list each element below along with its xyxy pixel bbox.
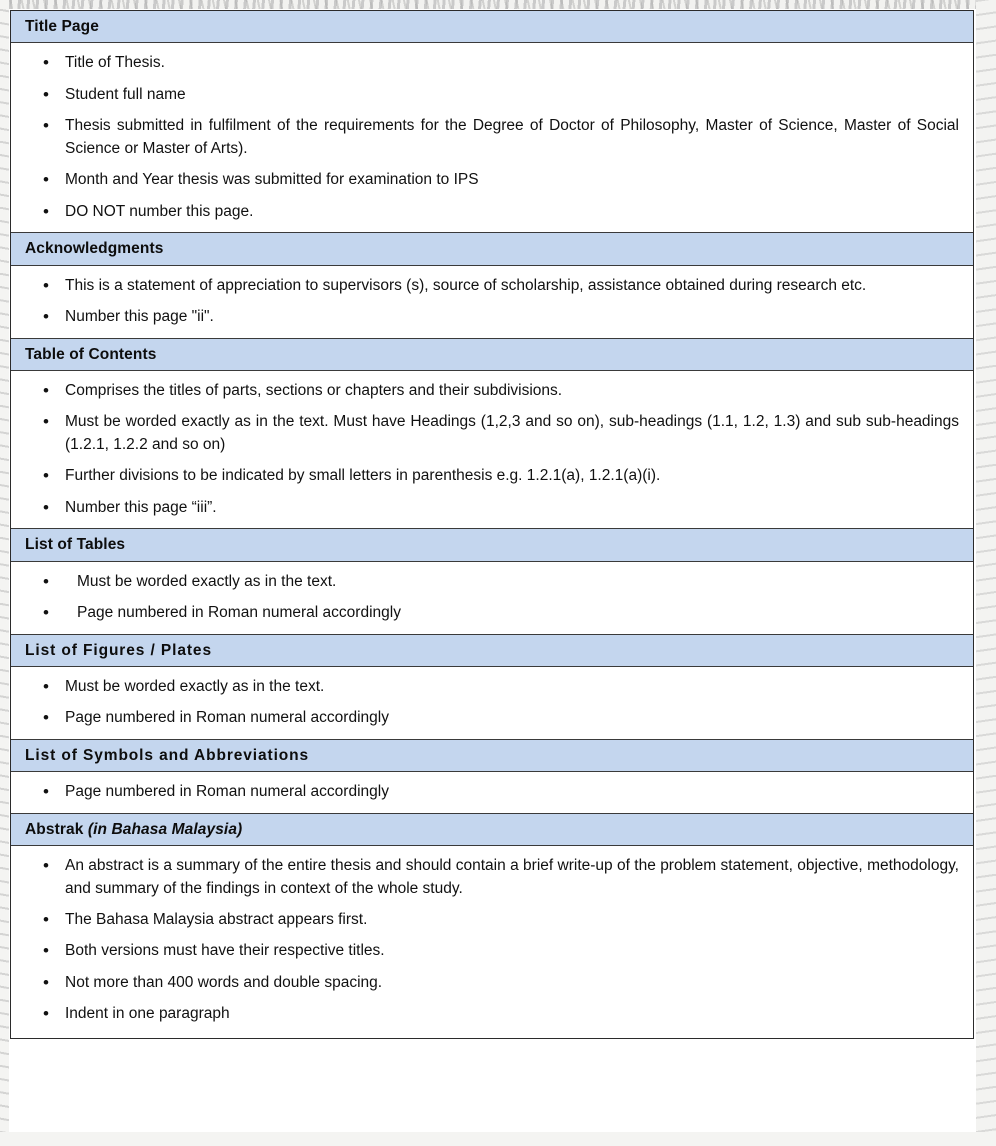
guidelines-table xyxy=(10,10,974,1039)
section-header-label: Table of Contents xyxy=(25,345,157,363)
bullet-item: • Must be worded exactly as in the text. xyxy=(25,676,959,698)
bullet-list xyxy=(25,380,959,519)
bullet-list xyxy=(25,781,959,803)
section-body xyxy=(11,667,973,740)
bullet-list xyxy=(25,855,959,1026)
section-header-label: List of Symbols and Abbreviations xyxy=(25,746,310,764)
scan-artifact-top xyxy=(0,0,996,9)
section xyxy=(11,740,973,814)
section-body xyxy=(11,562,973,635)
bullet-item: • Indent in one paragraph xyxy=(25,1003,959,1025)
section xyxy=(11,339,973,530)
section xyxy=(11,635,973,740)
scan-artifact-left xyxy=(0,0,9,1146)
section-body xyxy=(11,846,973,1038)
bullet-item: • Number this page “iii”. xyxy=(25,497,959,519)
section-body xyxy=(11,266,973,339)
section-body xyxy=(11,772,973,813)
bullet-item: • DO NOT number this page. xyxy=(25,201,959,223)
section-header xyxy=(11,635,973,667)
section-header xyxy=(11,814,973,846)
bullet-item: • Thesis submitted in fulfilment of the requirements for the Degree of Doctor of Philosophy, Master of Science, Master of Social Science or Master of Arts). xyxy=(25,115,959,160)
bullet-item: • Page numbered in Roman numeral accordingly xyxy=(25,781,959,803)
section xyxy=(11,529,973,634)
section-header-label: Acknowledgments xyxy=(25,240,164,258)
bullet-item: • Comprises the titles of parts, sections or chapters and their subdivisions. xyxy=(25,380,959,402)
bullet-item: • Not more than 400 words and double spacing. xyxy=(25,972,959,994)
section-header xyxy=(11,529,973,561)
section xyxy=(11,11,973,233)
bullet-item: • An abstract is a summary of the entire thesis and should contain a brief write-up of the problem statement, objective, methodology, and summary of the findings in context of the whole study. xyxy=(25,855,959,900)
bullet-list xyxy=(25,52,959,223)
section-header xyxy=(11,11,973,43)
bullet-item: • Title of Thesis. xyxy=(25,52,959,74)
section xyxy=(11,233,973,338)
section-header xyxy=(11,339,973,371)
bullet-item: • Must be worded exactly as in the text. Must have Headings (1,2,3 and so on), sub-headings (1.1, 1.2, 1.3) and sub sub-headings (1.2.1, 1.2.2 and so on) xyxy=(25,411,959,456)
section-header xyxy=(11,740,973,772)
section-header-label: Abstrak xyxy=(25,820,88,838)
section-header-label: List of Figures / Plates xyxy=(25,641,212,659)
bullet-list xyxy=(25,275,959,329)
scan-artifact-right xyxy=(976,0,996,1146)
section-header xyxy=(11,233,973,265)
bullet-item: • Student full name xyxy=(25,84,959,106)
scan-artifact-bottom xyxy=(0,1132,996,1146)
section-header-subtitle: (in Bahasa Malaysia) xyxy=(87,820,243,838)
bullet-item: • Page numbered in Roman numeral accordingly xyxy=(25,707,959,729)
section-body xyxy=(11,43,973,233)
bullet-item: • The Bahasa Malaysia abstract appears first. xyxy=(25,909,959,931)
bullet-item: • Page numbered in Roman numeral accordingly xyxy=(25,602,959,624)
section-header-label: Title Page xyxy=(25,18,99,35)
bullet-item: • Number this page "ii". xyxy=(25,306,959,328)
bullet-item: • Month and Year thesis was submitted for examination to IPS xyxy=(25,169,959,191)
bullet-list xyxy=(25,571,959,625)
bullet-item: • This is a statement of appreciation to supervisors (s), source of scholarship, assistance obtained during research etc. xyxy=(25,275,959,297)
bullet-item: • Further divisions to be indicated by small letters in parenthesis e.g. 1.2.1(a), 1.2.1(a)(i). xyxy=(25,465,959,487)
section xyxy=(11,814,973,1038)
section-header-label: List of Tables xyxy=(25,536,126,554)
bullet-item: • Must be worded exactly as in the text. xyxy=(25,571,959,593)
bullet-item: • Both versions must have their respective titles. xyxy=(25,940,959,962)
section-body xyxy=(11,371,973,529)
bullet-list xyxy=(25,676,959,730)
